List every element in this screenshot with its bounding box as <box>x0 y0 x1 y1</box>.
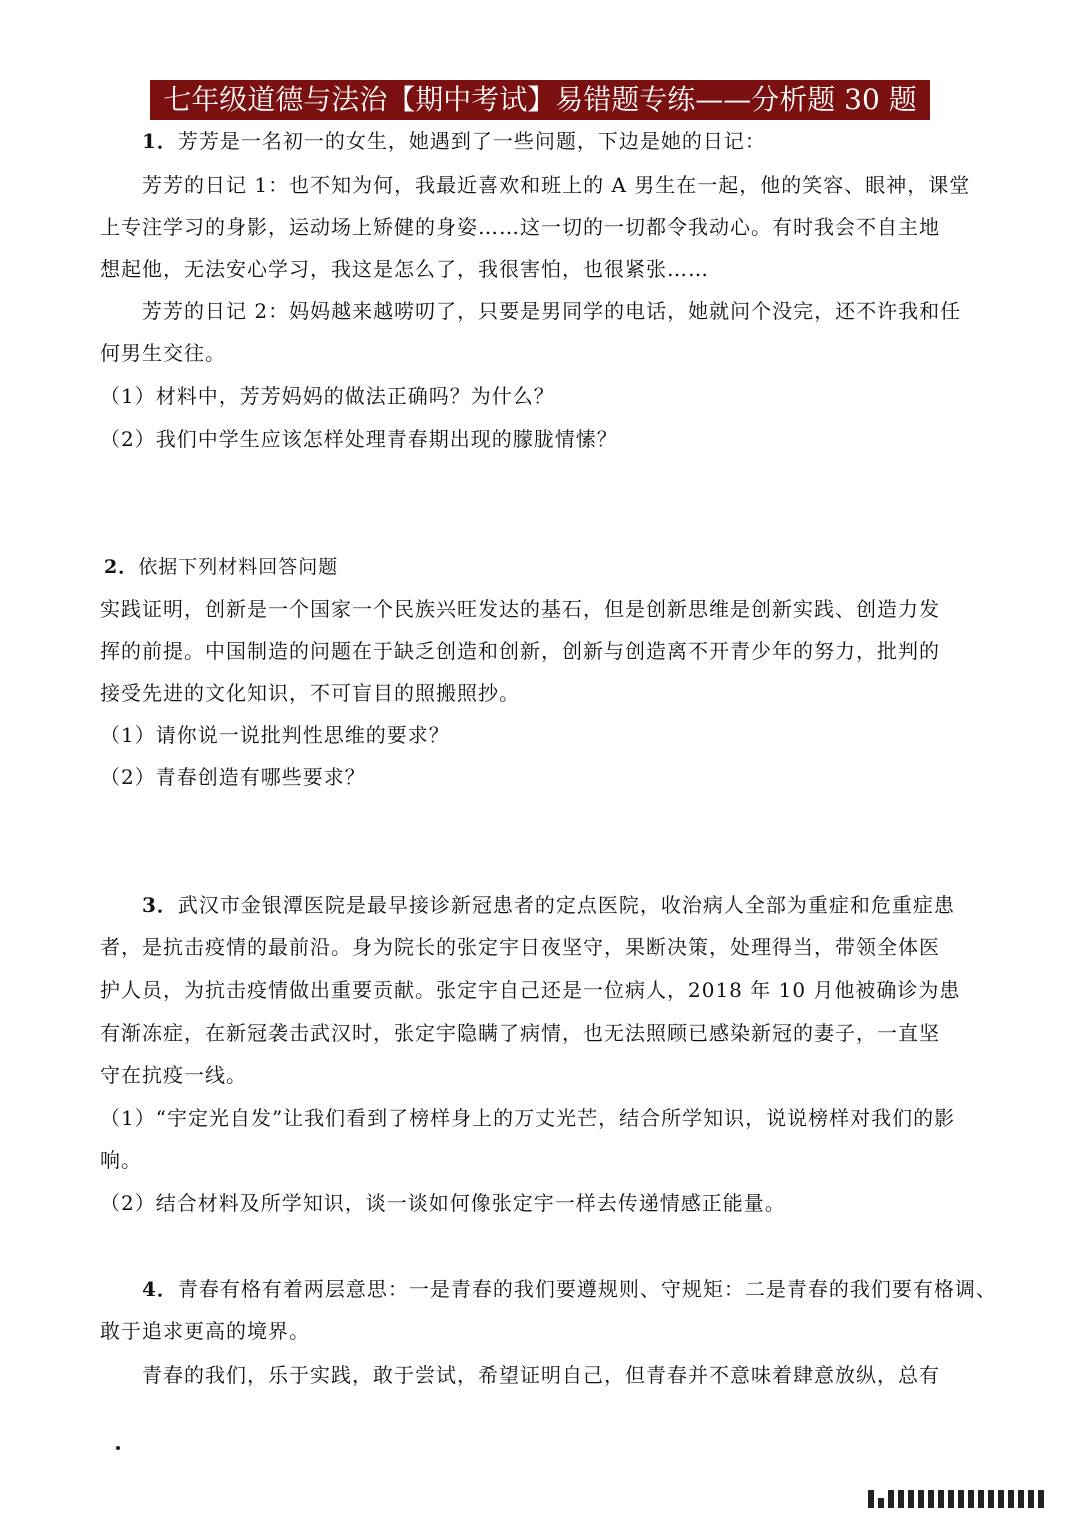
q1-diary2-line2: 何男生交往。 <box>100 341 226 365</box>
page-indicator <box>868 1488 1044 1508</box>
stray-dot <box>116 1446 120 1450</box>
q2-number: 2． <box>104 556 139 578</box>
indicator-tick <box>988 1490 994 1508</box>
document-title: 七年级道德与法治【期中考试】易错题专练——分析题 30 题 <box>150 80 930 120</box>
q1-diary1-line1: 芳芳的日记 1：也不知为何，我最近喜欢和班上的 A 男生在一起，他的笑容、眼神，课堂 <box>142 173 971 197</box>
q3-subquestion-1-line2: 响。 <box>100 1148 142 1172</box>
indicator-tick <box>888 1490 894 1508</box>
q2-material-line3: 接受先进的文化知识，不可盲目的照搬照抄。 <box>100 681 520 705</box>
indicator-tick <box>878 1498 884 1508</box>
indicator-tick <box>908 1490 914 1508</box>
q4-material-line2: 敢于追求更高的境界。 <box>100 1319 310 1343</box>
q2-intro-line <box>104 552 338 582</box>
indicator-tick <box>958 1490 964 1508</box>
indicator-tick <box>938 1490 944 1508</box>
q1-intro-line <box>142 126 766 156</box>
indicator-tick <box>898 1490 904 1508</box>
q3-material-line4: 有渐冻症，在新冠袭击武汉时，张定宇隐瞒了病情，也无法照顾已感染新冠的妻子，一直坚 <box>100 1021 940 1045</box>
q3-material-line1 <box>142 890 955 920</box>
q4-material-line1 <box>142 1274 997 1304</box>
q3-material-line5: 守在抗疫一线。 <box>100 1063 247 1087</box>
indicator-tick <box>918 1490 924 1508</box>
q1-diary1-line3: 想起他，无法安心学习，我这是怎么了，我很害怕，也很紧张…… <box>100 257 709 281</box>
q3-subquestion-2: （2）结合材料及所学知识，谈一谈如何像张定宇一样去传递情感正能量。 <box>100 1191 786 1215</box>
q3-number: 3． <box>142 893 178 917</box>
q2-material-line2: 挥的前提。中国制造的问题在于缺乏创造和创新，创新与创造离不开青少年的努力，批判的 <box>100 639 940 663</box>
q2-intro: 依据下列材料回答问题 <box>138 556 339 578</box>
q1-subquestion-1: （1）材料中，芳芳妈妈的做法正确吗？为什么？ <box>100 384 555 408</box>
indicator-tick <box>948 1490 954 1508</box>
q4-number: 4． <box>142 1277 178 1301</box>
q1-subquestion-2: （2）我们中学生应该怎样处理青春期出现的朦胧情愫？ <box>100 427 618 451</box>
indicator-tick <box>868 1490 874 1508</box>
q3-material-line2: 者，是抗击疫情的最前沿。身为院长的张定宇日夜坚守，果断决策，处理得当，带领全体医 <box>100 935 940 959</box>
indicator-tick <box>1028 1490 1034 1508</box>
q1-diary1-line2: 上专注学习的身影，运动场上矫健的身姿……这一切的一切都令我动心。有时我会不自主地 <box>100 215 940 239</box>
q1-number: 1． <box>142 129 178 153</box>
indicator-tick <box>1008 1490 1014 1508</box>
q2-subquestion-1: （1）请你说一说批判性思维的要求？ <box>100 723 450 747</box>
q4-line1-text: 青春有格有着两层意思：一是青春的我们要遵规则、守规矩：二是青春的我们要有格调、 <box>177 1277 997 1301</box>
indicator-tick <box>1018 1490 1024 1508</box>
indicator-tick <box>968 1490 974 1508</box>
q1-diary2-line1: 芳芳的日记 2：妈妈越来越唠叨了，只要是男同学的电话，她就问个没完，还不许我和任 <box>142 299 962 323</box>
q1-intro: 芳芳是一名初一的女生，她遇到了一些问题，下边是她的日记： <box>177 129 766 153</box>
indicator-tick <box>928 1490 934 1508</box>
indicator-tick <box>998 1490 1004 1508</box>
q3-material-line3: 护人员，为抗击疫情做出重要贡献。张定宇自己还是一位病人，2018 年 10 月他被确诊为患 <box>100 978 961 1002</box>
q2-material-line1: 实践证明，创新是一个国家一个民族兴旺发达的基石，但是创新思维是创新实践、创造力发 <box>100 597 940 621</box>
q2-subquestion-2: （2）青春创造有哪些要求？ <box>100 765 366 789</box>
indicator-tick <box>978 1490 984 1508</box>
q3-subquestion-1-line1: （1）“宇定光自发”让我们看到了榜样身上的万丈光芒，结合所学知识，说说榜样对我们的影 <box>100 1106 956 1130</box>
indicator-tick <box>1038 1490 1044 1508</box>
q3-line1-text: 武汉市金银潭医院是最早接诊新冠患者的定点医院，收治病人全部为重症和危重症患 <box>177 893 955 917</box>
q4-material-line3: 青春的我们，乐于实践，敢于尝试，希望证明自己，但青春并不意味着肆意放纵，总有 <box>142 1363 940 1387</box>
